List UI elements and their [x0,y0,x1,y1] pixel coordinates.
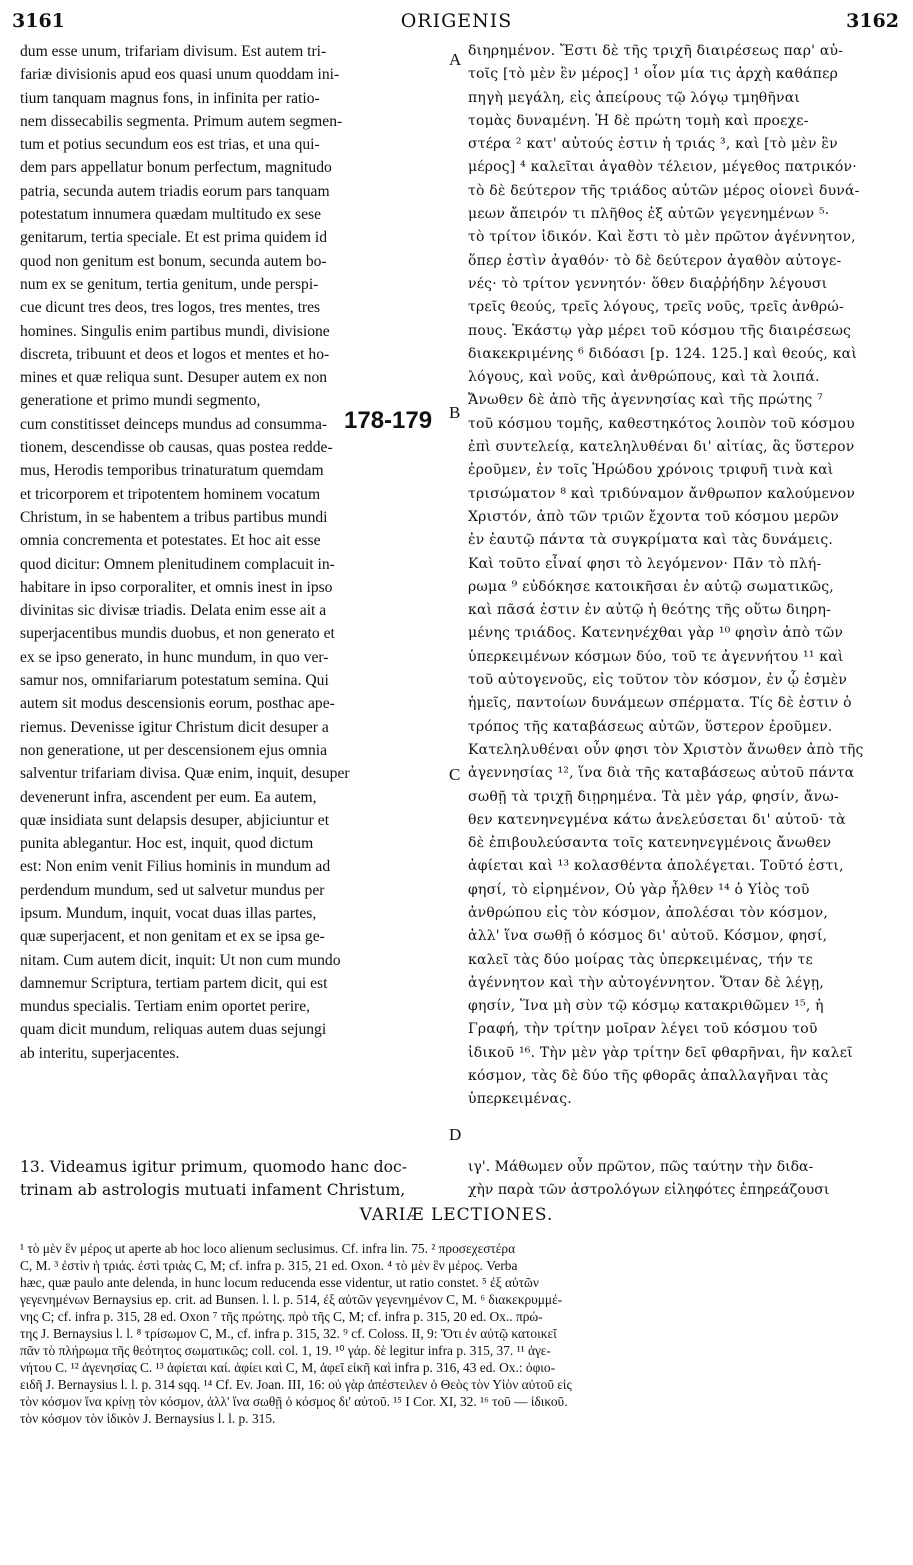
latin-text-line: num ex se genitum, tertia genitum, unde perspi- [20,275,319,293]
page-header [0,10,913,40]
greek-text-line: ἀφίεται καὶ ¹³ κολασθέντα ἀπολέγεται. Τοῦτό ἐστι, [468,858,844,875]
variae-lectiones-title: VARIÆ LECTIONES. [359,1205,554,1225]
greek-column [468,40,900,1112]
latin-text-line: dum esse unum, trifariam divisum. Est autem tri- [20,43,327,60]
latin-text-line: perdendum mundum, sed ut salvetur mundus per [20,881,325,899]
greek-text-line: ὅπερ ἐστὶν ἀγαθόν· τὸ δὲ δεύτερον ἀγαθὸν αὐτογε- [468,252,842,269]
footnote-line: πᾶν τὸ πλήρωμα τῆς θεότητος σωματικῶς; coll. col. 1, 19. ¹⁰ γάρ. δὲ legitur infra p. 315, 37. ¹¹ ἀγε- [20,1343,551,1358]
greek-text-line: καὶ πᾶσά ἐστιν ἐν αὐτῷ ἡ θεότης τῆς οὕτω διηρη- [468,602,831,619]
right-page-number: 3162 [846,10,899,32]
marker-b: B [449,403,461,422]
greek-text-line: θεν κατενηνεγμένα κάτω ἀνελεύσεται δι' αὐτοῦ· τὰ [468,811,846,828]
greek-text-line: τρόπος τῆς καταβάσεως αὐτῶν, ὕστερον ἐροῦμεν. [468,718,833,735]
latin-text-line: ex se ipso generato, in hunc mundum, in quo ver- [20,648,329,666]
greek-text-line: τοῖς [τὸ μὲν ἓν μέρος] ¹ οἷον μία τις ἀρχὴ καθάπερ [468,66,839,83]
latin-text-line: cue dicunt tres deos, tres logos, tres mentes, tres [20,299,321,317]
greek-text-line: διηρημένον. Ἔστι δὲ τῆς τριχῆ διαιρέσεως παρ' αὐ- [468,43,844,59]
footnote-line: γεγενημένων Bernaysius ep. crit. ad Bunsen. l. l. p. 514, ἐξ αὐτῶν γεγενημένον C, M. ⁶ διακεκρυμμέ- [20,1292,563,1307]
latin-section-line: trinam ab astrologis mutuati infament Christum, [20,1181,406,1200]
greek-text-line: Χριστόν, ἀπὸ τῶν τριῶν ἔχοντα τοῦ κόσμου μερῶν [468,508,839,525]
latin-column [20,40,442,1065]
latin-text-line: potestatum innumera quædam multitudo ex sese [20,206,321,224]
footnote-line: της J. Bernaysius l. l. ⁸ τρίσωμον C, M., cf. infra p. 315, 32. ⁹ cf. Coloss. II, 9: Ὅτι ἐν αὐτῷ κατοικεῖ [20,1326,557,1341]
column-number: 178-179 [344,407,433,434]
latin-text-line: patria, secunda autem triadis eorum pars tanquam [20,182,330,200]
latin-text-line: mines et quæ reliqua sunt. Desuper autem ex non [20,369,328,387]
latin-text-line: non generatione, ut per descensionem ejus omnia [20,741,328,759]
greek-section-line: ιγ'. Μάθωμεν οὖν πρῶτον, πῶς ταύτην τὴν διδα- [468,1159,814,1175]
latin-text-line: nitam. Cum autem dicit, inquit: Ut non cum mundo [20,951,341,969]
marker-a: A [449,50,462,69]
running-title: ORIGENIS [400,10,513,32]
latin-text-line: habitare in ipso corporaliter, et omnis inest in ipso [20,578,333,596]
greek-text-line: ἀγέννητον καὶ τὴν αὐτογέννητον. Ὅταν δὲ λέγῃ, [468,974,824,991]
greek-text-line: τρεῖς θεούς, τρεῖς λόγους, τρεῖς νοῦς, τρεῖς ἀνθρώ- [468,299,844,316]
greek-text-line: ὑπερκειμένας. [468,1091,572,1108]
left-page-number: 3161 [12,10,65,32]
greek-text-line: στέρα ² κατ' αὐτούς ἐστιν ἡ τριάς ³, καὶ [τὸ μὲν ἓν [468,136,838,153]
greek-text-line: μεων ἄπειρόν τι πλῆθος ἐξ αὐτῶν γεγενημένων ⁵· [468,206,830,223]
latin-text-line: et tricorporem et tripotentem hominem vocatum [20,485,321,503]
greek-text-line: Κατεληλυθέναι οὖν φησι τὸν Χριστὸν ἄνωθεν ἀπὸ τῆς [468,741,864,758]
greek-text-line: φησίν, Ἵνα μὴ σὺν τῷ κόσμῳ κατακριθῶμεν ¹⁵, ἡ [468,998,824,1015]
latin-text-line: nem dissecabilis segmenta. Primum autem segmen- [20,112,343,130]
greek-text-line: πους. Ἑκάστῳ γὰρ μέρει τοῦ κόσμου τῆς διαιρέσεως [468,322,852,339]
latin-text-line: quod non genitum est bonum, secunda autem bo- [20,252,327,270]
latin-text-line: genitarum, tertia speciale. Et est prima quidem id [20,229,328,247]
latin-text-line: salventur trifariam divisa. Quæ enim, inquit, desuper [20,765,350,783]
greek-section-start [468,1156,829,1203]
greek-text-line: πηγὴ μεγάλη, εἰς ἀπείρους τῷ λόγῳ τμηθῆναι [468,89,801,106]
latin-text-line: discreta, tribuunt et deos et logos et mentes et ho- [20,345,330,363]
latin-text-line: Christum, in se habentem a tribus partibus mundi [20,508,328,526]
latin-text-line: generatione et primo mundi segmento, [20,392,261,410]
greek-text-line: ἡμεῖς, παντοίων δυνάμεων σπέρματα. Τίς δὲ ἐστιν ὁ [468,695,852,712]
greek-text-line: δὲ ἐπιβουλεύσαντα τοῖς κατενηνεγμένοις ἄνωθεν [468,835,832,852]
greek-text-line: καλεῖ τὰς δύο μοίρας τὰς ὑπερκειμένας, τήν τε [468,951,813,968]
greek-section-line: χὴν παρὰ τῶν ἀστρολόγων εἰληφότες ἐπηρεάζουσι [468,1182,830,1199]
greek-text-line: τὸ τρίτον ἰδικόν. Καὶ ἔστι τὸ μὲν πρῶτον ἀγέννητον, [468,229,856,246]
greek-text-line: ἀλλ' ἵνα σωθῇ ὁ κόσμος δι' αὐτοῦ. Κόσμον, φησί, [468,928,828,945]
latin-text-line: divinitas sic divisæ triadis. Delata enim esse ait a [20,602,327,620]
latin-text-line: quæ insidiata sunt delapsis desuper, abjiciuntur et [20,811,330,829]
latin-text-line: quam dicit mundum, reliquas autem duas sejungi [20,1021,327,1039]
greek-text-line: ἀνθρώπου εἰς τὸν κόσμον, ἀπολέσαι τὸν κόσμον, [468,904,828,921]
latin-text-line: dem pars appellatur bonum perfectum, magnitudo [20,159,332,177]
latin-text-line: quod dicitur: Omnem plenitudinem complacuit in- [20,555,335,573]
marker-d: D [449,1125,462,1144]
footnote-line: ¹ τὸ μὲν ἓν μέρος ut aperte ab hoc loco alienum seclusimus. Cf. infra lin. 75. ² προσεχεστέρα [20,1241,516,1256]
latin-text-line: superjacentibus mundis duobus, et non generato et [20,625,335,643]
greek-text-line: τὸ δὲ δεύτερον τῆς τριάδος αὐτῶν μέρος οἱονεὶ δυνά- [468,182,860,199]
greek-text-line: μέρος] ⁴ καλεῖται ἀγαθὸν τέλειον, μέγεθος πατρικόν· [468,159,857,176]
greek-text-line: τοῦ αὐτογενοῦς, εἰς τοῦτον τὸν κόσμον, ἐν ᾧ ἐσμὲν [468,672,848,689]
latin-section-line: 13. Videamus igitur primum, quomodo hanc doc- [20,1158,408,1176]
latin-text-line: tum et potius secundum eos est trias, et una qui- [20,136,320,154]
greek-text-line: τρισώματον ⁸ καὶ τριδύναμον ἄνθρωπον καλούμενον [468,485,856,502]
greek-text-line: φησί, τὸ εἰρημένον, Οὐ γὰρ ἦλθεν ¹⁴ ὁ Υἱὸς τοῦ [468,881,810,898]
greek-text-line: λόγους, καὶ νοῦς, καὶ ἀνθρώπους, καὶ τὰ λοιπά. [468,369,820,386]
greek-text-line: Καὶ τοῦτο εἶναί φησι τὸ λεγόμενον· Πᾶν τὸ πλή- [468,555,822,572]
greek-text-line: Ἄνωθεν δὲ ἀπὸ τῆς ἀγεννησίας καὶ τῆς πρώτης ⁷ [468,392,823,409]
greek-text-line: ἐροῦμεν, ἐν τοῖς Ἡρώδου χρόνοις τριφυῆ τινὰ καὶ [468,462,834,479]
latin-text-line: samur nos, omnifariarum potestatum semina. Qui [20,672,329,690]
latin-text-line: fariæ divisionis apud eos quasi unum quoddam ini- [20,66,340,84]
greek-text-line: τοῦ κόσμου τομῆς, καθεστηκότος λοιπὸν τοῦ κόσμου [468,415,855,432]
latin-text-line: cum constitisset deinceps mundus ad consumma- [20,415,328,433]
latin-text-line: tium tanquam magnus fons, in infinita per ratio- [20,89,320,107]
footnote-line: τὸν κόσμον τὸν ἰδικὸν J. Bernaysius l. l. p. 315. [20,1411,276,1426]
footnote-line: C, M. ³ ἐστὶν ἡ τριάς. ἐστὶ τριὰς C, M; cf. infra p. 315, 21 ed. Oxon. ⁴ τὸ μὲν ἓν μέρος. Verba [20,1258,518,1273]
latin-text-line: mus, Herodis temporibus trinaturatum quemdam [20,462,324,480]
greek-text-line: ρωμα ⁹ εὐδόκησε κατοικῆσαι ἐν αὐτῷ σωματικῶς, [468,578,834,595]
greek-text-line: ἐν ἑαυτῷ πάντα τὰ συγκρίματα καὶ τὰς δυνάμεις. [468,532,834,549]
latin-section-start [20,1156,407,1203]
greek-text-line: Γραφή, τὴν τρίτην μοῖραν λέγει τοῦ κόσμου τοῦ [468,1021,818,1038]
latin-text-line: damnemur Scriptura, tertiam partem dicit, qui est [20,974,328,992]
greek-text-line: μένης τριάδος. Κατενηνέχθαι γὰρ ¹⁰ φησὶν ἀπὸ τῶν [468,625,844,642]
latin-text-line: est: Non enim venit Filius hominis in mundum ad [20,858,331,876]
marker-c: C [449,765,461,784]
greek-text-line: ὑπερκειμένων κόσμων δύο, τοῦ τε ἀγεννήτου ¹¹ καὶ [468,648,844,665]
greek-text-line: ἐπὶ συντελείᾳ, κατεληλυθέναι δι' αἰτίας, ἃς ὕστερον [468,439,855,456]
latin-text-line: homines. Singulis enim partibus mundi, divisione [20,322,330,340]
latin-text-line: ipsum. Mundum, inquit, vocat duas illas partes, [20,904,317,922]
footnote-line: ειδῆ J. Bernaysius l. l. p. 314 sqq. ¹⁴ Cf. Ev. Joan. III, 16: οὐ γὰρ ἀπέστειλεν ὁ Θεὸς τὸν Υἱὸν αὐτοῦ εἰς [20,1377,572,1392]
greek-text-line: διακεκριμένης ⁶ διδόασι [p. 124. 125.] καὶ θεούς, καὶ [468,345,858,362]
latin-text-line: riemus. Devenisse igitur Christum dicit desuper a [20,718,329,736]
greek-text-line: κόσμον, τὰς δὲ δύο τῆς φθορᾶς ἀπαλλαγῆναι τὰς [468,1068,829,1085]
latin-text-line: omnia concrementa et potestates. Et hoc ait esse [20,532,321,550]
latin-text-line: mundus specialis. Tertiam enim oportet perire, [20,998,311,1016]
footnote-line: hæc, quæ paulo ante delenda, in hunc locum reducenda esse videntur, ut ratio constet. ⁵ ἐξ αὐτῶν [20,1275,539,1290]
latin-text-line: quæ superjacent, et non genitam et ex se ipsa ge- [20,928,325,946]
footnote-line: τὸν κόσμον ἵνα κρίνῃ τὸν κόσμον, ἀλλ' ἵνα σωθῇ ὁ κόσμος δι' αὐτοῦ. ¹⁵ I Cor. XI, 32. ¹⁶ τοῦ — ἰδικοῦ. [20,1394,568,1409]
latin-text-line: ab interitu, superjacentes. [20,1044,180,1062]
latin-text-line: tionem, descendisse ob causas, quas postea redde- [20,439,333,457]
greek-text-line: νές· τὸ τρίτον γεννητόν· ὅθεν διαῤῥήδην λέγουσι [468,275,828,292]
latin-text-line: autem sit modus descensionis eorum, posthac ape- [20,695,335,713]
greek-text-line: σωθῇ τὰ τριχῇ διῃρημένα. Τὰ μὲν γάρ, φησίν, ἄνω- [468,788,839,805]
greek-text-line: ἀγεννησίας ¹², ἵνα διὰ τῆς καταβάσεως αὐτοῦ πάντα [468,765,855,782]
footnote-line: νης C; cf. infra p. 315, 28 ed. Oxon ⁷ τῆς πρώτης. πρὸ τῆς C, M; cf. infra p. 315, 20 ed. Ox.. πρώ- [20,1309,543,1324]
latin-text-line: devenerunt infra, ascendent per eum. Ea autem, [20,788,317,806]
greek-text-line: τομὰς δυναμένη. Ἡ δὲ πρώτη τομὴ καὶ προεχε- [468,112,809,129]
footnote-line: νήτου C. ¹² ἀγενησίας C. ¹³ ἀφίεται καί. ἀφίει καὶ C, M, ἀφεῖ εἰκῆ καὶ infra p. 316, 43 ed. Ox.: ὀφιο- [20,1360,556,1375]
footnotes [20,1240,900,1427]
greek-text-line: ἰδικοῦ ¹⁶. Τὴν μὲν γὰρ τρίτην δεῖ φθαρῆναι, ἣν καλεῖ [468,1044,853,1061]
latin-text-line: punita ablegantur. Hoc est, inquit, quod dictum [20,835,314,853]
